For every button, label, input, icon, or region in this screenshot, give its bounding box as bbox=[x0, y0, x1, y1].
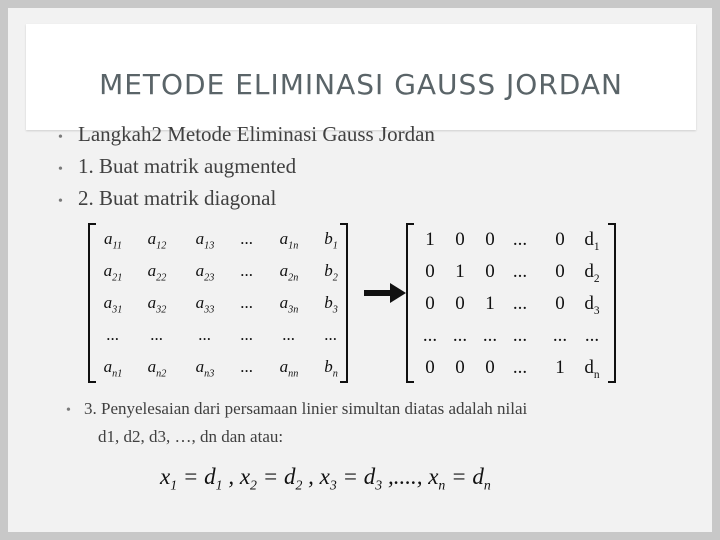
matrix-cell: $a_{n1}$ bbox=[103, 357, 123, 380]
matrix-cell: ... bbox=[512, 357, 528, 378]
matrix-cell: ... bbox=[512, 325, 528, 346]
matrix-cell: $a_{n2}$ bbox=[147, 357, 167, 380]
matrix-cell: 0 bbox=[555, 293, 565, 314]
matrix-cell: $a_{31}$ bbox=[103, 293, 123, 316]
matrix-cell: ... bbox=[240, 325, 254, 344]
matrix-cell: $a_{2n}$ bbox=[279, 261, 299, 284]
matrix-cell: 0 bbox=[425, 293, 435, 314]
matrix-cell: ... bbox=[106, 325, 120, 344]
matrix-cell: 0 bbox=[485, 261, 495, 282]
matrix-cell: $b_2$ bbox=[324, 261, 338, 284]
matrix-cell: $a_{3n}$ bbox=[279, 293, 299, 316]
matrix-cell: 0 bbox=[485, 357, 495, 378]
matrix-left-bracket bbox=[406, 223, 414, 383]
matrix-cell: 0 bbox=[425, 261, 435, 282]
matrix-right-bracket bbox=[608, 223, 616, 383]
matrix-cell: ... bbox=[282, 325, 296, 344]
matrix-cell: $d_2$ bbox=[584, 261, 600, 285]
matrix-cell: ... bbox=[240, 357, 254, 376]
matrix-cell: $a_{21}$ bbox=[103, 261, 123, 284]
matrix-cell: ... bbox=[324, 325, 338, 344]
bullet-dot-icon: • bbox=[58, 162, 63, 177]
matrix-cell: $a_{22}$ bbox=[147, 261, 167, 284]
bullet-item bbox=[58, 182, 698, 214]
matrix-cell: $d_n$ bbox=[584, 357, 600, 381]
solution-equation: $x_1 = d_1$ , $x_2 = d_2$ , $x_3 = d_3$ ,...., $x_n = d_n$ bbox=[160, 464, 491, 493]
bullet-item-3 bbox=[66, 396, 686, 450]
matrix-cell: $a_{nn}$ bbox=[279, 357, 299, 380]
matrix-cell: ... bbox=[512, 293, 528, 314]
matrix-cell: $b_n$ bbox=[324, 357, 338, 380]
matrix-cell: 0 bbox=[455, 229, 465, 250]
matrix-left-bracket bbox=[88, 223, 96, 383]
bullet-text: 1. Buat matrik augmented bbox=[78, 154, 297, 178]
matrix-cell: 1 bbox=[555, 357, 565, 378]
bullet-item bbox=[58, 118, 698, 150]
matrix-cell: ... bbox=[150, 325, 164, 344]
bullet-text: Langkah2 Metode Eliminasi Gauss Jordan bbox=[78, 122, 435, 146]
bullet-text: 2. Buat matrik diagonal bbox=[78, 186, 277, 210]
matrix-cell: ... bbox=[512, 261, 528, 282]
matrix-cell: 0 bbox=[555, 261, 565, 282]
matrix-cell: 0 bbox=[455, 357, 465, 378]
matrix-cell: $a_{32}$ bbox=[147, 293, 167, 316]
matrix-cell: $a_{1n}$ bbox=[279, 229, 299, 252]
matrix-cell: ... bbox=[482, 325, 498, 346]
matrix-cell: $d_1$ bbox=[584, 229, 600, 253]
matrix-cell: $b_3$ bbox=[324, 293, 338, 316]
matrix-cell: $a_{n3}$ bbox=[195, 357, 215, 380]
bullet-text: 3. Penyelesaian dari persamaan linier simultan diatas adalah nilai bbox=[84, 399, 528, 418]
matrix-cell: $a_{23}$ bbox=[195, 261, 215, 284]
matrix-cell: ... bbox=[240, 293, 254, 312]
diagonal-matrix bbox=[406, 223, 616, 383]
slide bbox=[8, 8, 712, 532]
bullet-dot-icon: • bbox=[58, 194, 63, 209]
matrix-cell: ... bbox=[422, 325, 438, 346]
matrix-cell: ... bbox=[584, 325, 600, 346]
bullet-list bbox=[58, 118, 698, 214]
matrix-cell: ... bbox=[240, 229, 254, 248]
matrix-cell: 1 bbox=[455, 261, 465, 282]
matrix-cell: 0 bbox=[425, 357, 435, 378]
matrix-cell: 0 bbox=[555, 229, 565, 250]
augmented-matrix bbox=[88, 223, 348, 383]
title-box bbox=[26, 24, 696, 130]
slide-title: METODE ELIMINASI GAUSS JORDAN bbox=[99, 68, 623, 101]
bullet-dot-icon: • bbox=[58, 130, 63, 145]
matrix-cell: $a_{13}$ bbox=[195, 229, 215, 252]
matrix-cell: 1 bbox=[485, 293, 495, 314]
bullet-item bbox=[58, 150, 698, 182]
matrix-cell: 1 bbox=[425, 229, 435, 250]
matrix-cell: $a_{33}$ bbox=[195, 293, 215, 316]
matrix-cell: ... bbox=[512, 229, 528, 250]
matrix-cell: ... bbox=[198, 325, 212, 344]
matrix-cell: 0 bbox=[455, 293, 465, 314]
matrix-cell: $d_3$ bbox=[584, 293, 600, 317]
matrix-cell: $a_{12}$ bbox=[147, 229, 167, 252]
matrix-cell: ... bbox=[452, 325, 468, 346]
matrix-cell: $b_1$ bbox=[324, 229, 338, 252]
matrix-cell: $a_{11}$ bbox=[104, 229, 122, 252]
matrix-cell: 0 bbox=[485, 229, 495, 250]
bullet-dot-icon: • bbox=[66, 403, 71, 418]
matrix-cell: ... bbox=[552, 325, 568, 346]
matrix-cell: ... bbox=[240, 261, 254, 280]
bullet-text-continuation: d1, d2, d3, …, dn dan atau: bbox=[98, 427, 284, 446]
right-arrow-icon bbox=[364, 283, 406, 303]
